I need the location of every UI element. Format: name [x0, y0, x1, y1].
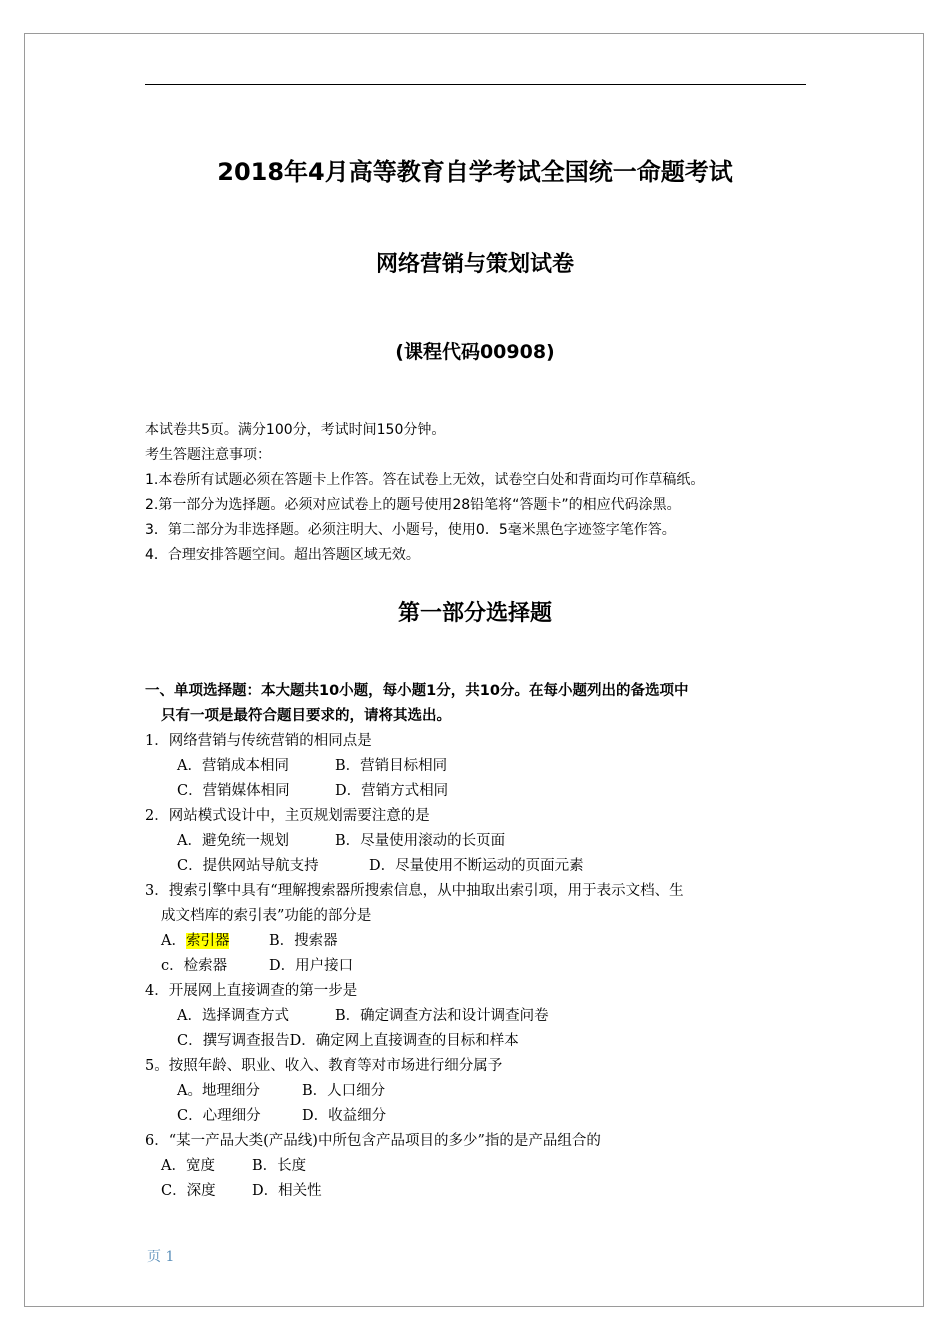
option-row — [177, 1079, 385, 1100]
option: A．避免统一规划 — [177, 833, 289, 849]
option: B．确定调查方法和设计调查问卷 — [335, 1008, 549, 1024]
question-stem: 2．网站模式设计中，主页规划需要注意的是 — [145, 808, 430, 824]
question-stem: 4．开展网上直接调查的第一步是 — [145, 983, 358, 999]
option: D．用户接口 — [269, 958, 354, 974]
option: A．选择调查方式 — [177, 1008, 289, 1024]
exam-title: 2018年4月高等教育自学考试全国统一命题考试 — [217, 158, 733, 186]
part1-title: 第一部分选择题 — [397, 600, 552, 626]
option: D．相关性 — [252, 1183, 322, 1199]
option-row — [177, 1104, 386, 1125]
page-number: 页 1 — [147, 1249, 175, 1265]
option: D．收益细分 — [302, 1108, 387, 1124]
section-heading: 只有一项是最符合题目要求的，请将其选出。 — [161, 708, 451, 724]
section-heading: 一、单项选择题：本大题共10小题，每小题1分，共10分。在每小题列出的备选项中 — [145, 683, 689, 699]
option: A．索引器 — [161, 933, 230, 949]
highlighted-answer: 索引器 — [185, 933, 230, 949]
question-stem: 5。按照年龄、职业、收入、教育等对市场进行细分属予 — [145, 1058, 503, 1074]
option: A．营销成本相同 — [177, 758, 289, 774]
option: B．搜索器 — [269, 933, 338, 949]
question-stem: 1．网络营销与传统营销的相同点是 — [145, 733, 372, 749]
question-stem: 3．搜索引擎中具有“理解搜索器所搜索信息，从中抽取出索引项，用于表示文档、生 — [145, 883, 684, 899]
option-row — [177, 829, 505, 850]
question-stem: 成文档库的索引表”功能的部分是 — [161, 908, 372, 924]
notice-line: 3．第二部分为非选择题。必须注明大、小题号，使用0．5毫米黑色字迹签字笔作答。 — [145, 522, 676, 538]
notice-line: 1.本卷所有试题必须在答题卡上作答。答在试卷上无效，试卷空白处和背面均可作草稿纸。 — [145, 472, 705, 488]
question-stem: 6．“某一产品大类(产品线)中所包含产品项目的多少”指的是产品组合的 — [145, 1133, 601, 1149]
option-row — [177, 1029, 519, 1050]
option: B．尽量使用滚动的长页面 — [335, 833, 506, 849]
paper-subtitle: 网络营销与策划试卷 — [375, 251, 574, 277]
page-frame — [24, 33, 924, 1307]
option-row — [177, 779, 448, 800]
option: A．宽度 — [161, 1158, 215, 1174]
option-row — [161, 929, 338, 950]
option-row — [161, 1154, 306, 1175]
option: D．尽量使用不断运动的页面元素 — [369, 858, 584, 874]
option: B．人口细分 — [302, 1083, 386, 1099]
option: C．撰写调查报告D．确定网上直接调查的目标和样本 — [177, 1033, 519, 1049]
option: A。地理细分 — [177, 1083, 260, 1099]
option: D．营销方式相同 — [335, 783, 449, 799]
option-row — [177, 754, 447, 775]
course-code: (课程代码00908) — [395, 341, 555, 363]
notice-line: 本试卷共5页。满分100分，考试时间150分钟。 — [145, 422, 446, 438]
notice-line: 考生答题注意事项： — [145, 447, 271, 463]
option: B．长度 — [252, 1158, 307, 1174]
option: C．提供网站导航支持 — [177, 858, 319, 874]
notice-line: 2.第一部分为选择题。必须对应试卷上的题号使用28铅笔将“答题卡”的相应代码涂黑。 — [145, 497, 681, 513]
option-row — [177, 854, 584, 875]
option-row — [161, 954, 353, 975]
option-row — [177, 1004, 549, 1025]
option: B．营销目标相同 — [335, 758, 448, 774]
option: C．心理细分 — [177, 1108, 261, 1124]
option: C．营销媒体相同 — [177, 783, 290, 799]
option-row — [161, 1179, 322, 1200]
notice-line: 4．合理安排答题空间。超出答题区域无效。 — [145, 547, 420, 563]
option: C．深度 — [161, 1183, 216, 1199]
option: c．检索器 — [161, 958, 228, 974]
header-rule — [145, 84, 806, 85]
